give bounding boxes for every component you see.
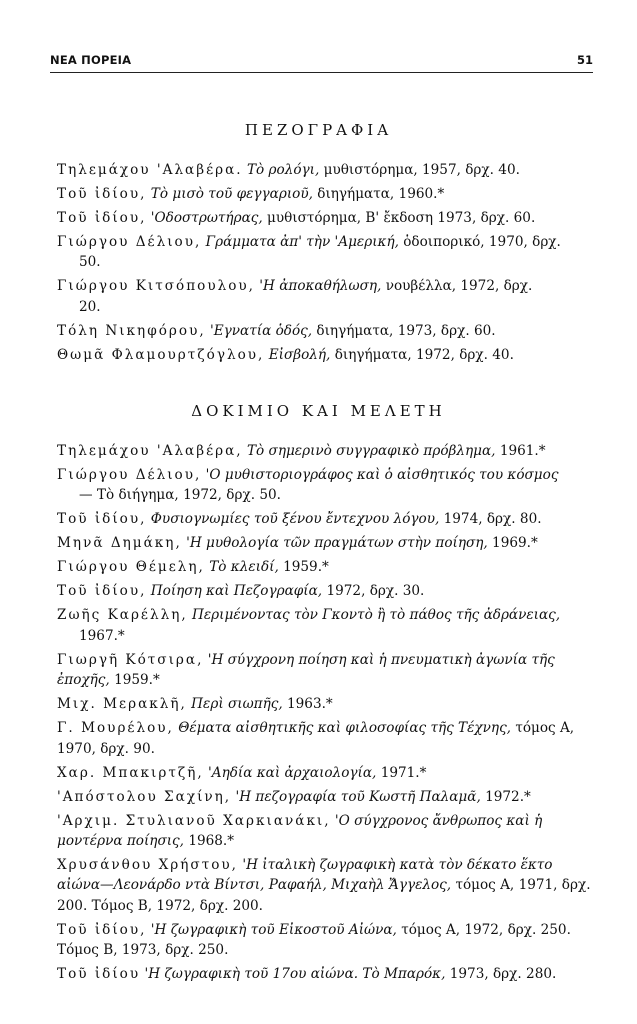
entry-details: 1971.* — [380, 764, 427, 781]
bibliography-entry — [57, 718, 597, 759]
entry-title: Τὸ σημερινὸ συγγραφικὸ πρόβλημα, — [246, 443, 496, 459]
bibliography-entry — [57, 557, 597, 577]
bibliography-entry — [57, 160, 597, 180]
bibliography-entry — [57, 321, 597, 341]
entry-title: Τὸ ρολόγι, — [246, 162, 320, 178]
entry-title: Περιμένοντας τὸν Γκοντὸ ἢ τὸ πάθος τῆς ἀδράνειας, — [192, 607, 561, 624]
entry-author: Θωμᾶ Φλαμουρτζόγλου, — [57, 346, 265, 363]
entry-title: 'Η ἰταλικὴ ζωγραφικὴ κατὰ τὸν δέκατο ἕκτο αἰώνα—Λεονάρδο ντὰ Βίντσι, Ραφαήλ, Μιχαὴλ Ἄγγελος, — [57, 857, 553, 894]
section-title-essay: ΔΟΚΙΜΙΟ ΚΑΙ ΜΕΛΕΤΗ — [191, 402, 446, 420]
bibliography-entry — [57, 441, 597, 461]
entry-details: 1959.* — [114, 672, 160, 689]
entry-title: 'Η μυθολογία τῶν πραγμάτων στὴν ποίηση, — [186, 535, 488, 552]
bibliography-entry — [57, 208, 597, 228]
entry-continuation: 20. — [79, 298, 101, 315]
bibliography-entry — [57, 811, 597, 852]
entry-title: 'Οδοστρωτήρας, — [150, 210, 263, 226]
entry-title: Θέματα αἰσθητικῆς καὶ φιλοσοφίας τῆς Τέχνης, — [178, 720, 511, 737]
entry-details: διηγήματα, 1973, δρχ. 60. — [316, 322, 496, 339]
entry-details: 1961.* — [499, 443, 546, 459]
entry-title: Ποίηση καὶ Πεζογραφία, — [150, 583, 323, 600]
entry-author: Γιώργου Δέλιου, — [57, 234, 202, 250]
entry-details: τόμος Α, 1972, δρχ. 250. Τόμος Β, 1973, δρχ. 250. — [57, 921, 571, 959]
journal-title: ΝΕΑ ΠΟΡΕΙΑ — [50, 53, 132, 67]
prose-entry-list — [57, 160, 597, 369]
bibliography-entry — [57, 465, 597, 506]
entry-details: 1969.* — [492, 535, 538, 552]
entry-author: Γιώργου Δέλιου, — [57, 467, 202, 483]
entry-author: Τηλεμάχου 'Αλαβέρα. — [57, 162, 243, 178]
entry-details: διηγήματα, 1972, δρχ. 40. — [334, 346, 514, 363]
bibliography-entry — [57, 920, 597, 961]
entry-author: Μιχ. Μερακλῆ, — [57, 696, 187, 713]
entry-author: Τοῦ ἰδίου, — [57, 186, 147, 202]
entry-details: ὁδοιπορικό, 1970, δρχ. — [403, 234, 561, 250]
entry-continuation: 50. — [79, 254, 101, 271]
entry-details: 1972, δρχ. 30. — [326, 583, 425, 600]
bibliography-entry — [57, 345, 597, 365]
entry-details: 1973, δρχ. 280. — [449, 966, 557, 983]
bibliography-entry — [57, 533, 597, 553]
entry-details: μυθιστόρημα, Β' ἔκδοση 1973, δρχ. 60. — [267, 210, 536, 226]
entry-title: Τὸ κλειδί, — [209, 559, 279, 576]
entry-title: Φυσιογνωμίες τοῦ ξένου ἔντεχνου λόγου, — [150, 511, 440, 528]
entry-author: 'Αρχιμ. Στυλιανοῦ Χαρκιανάκι, — [57, 812, 331, 829]
entry-author: Ζωῆς Καρέλλη, — [57, 607, 188, 624]
entry-author: Μηνᾶ Δημάκη, — [57, 535, 182, 552]
bibliography-entry — [57, 581, 597, 601]
entry-details: τόμος Α, 1971, δρχ. 200. Τόμος Β, 1972, δρχ. 200. — [57, 877, 591, 914]
essay-entry-list — [57, 441, 597, 988]
entry-author: Γ. Μουρέλου, — [57, 720, 174, 737]
entry-details: διηγήματα, 1960.* — [317, 186, 445, 202]
entry-author: Χρυσάνθου Χρήστου, — [57, 857, 238, 874]
running-header — [50, 50, 593, 73]
entry-author: Χαρ. Μπακιρτζῆ, — [57, 764, 204, 781]
entry-title: Γράμματα ἀπ' τὴν 'Αμερική, — [205, 234, 399, 250]
entry-author: Γιωργῆ Κότσιρα, — [57, 651, 204, 668]
entry-details: 1968.* — [188, 833, 235, 850]
entry-title: 'Η σύγχρονη ποίηση καὶ ἡ πνευματικὴ ἀγωνία τῆς ἐποχῆς, — [57, 651, 555, 689]
entry-title: Τὸ μισὸ τοῦ φεγγαριοῦ, — [150, 186, 313, 202]
entry-author: Τοῦ ἰδίου, — [57, 921, 147, 938]
entry-title: Εἰσβολή, — [268, 346, 331, 363]
entry-title: 'Ο σύγχρονος ἄνθρωπος καὶ ἡ μοντέρνα ποίησις, — [57, 812, 543, 850]
bibliography-entry — [57, 694, 597, 714]
entry-title: Περὶ σιωπῆς, — [191, 696, 283, 713]
entry-details: νουβέλλα, 1972, δρχ. — [385, 278, 533, 295]
entry-author: Τηλεμάχου 'Αλαβέρα, — [57, 443, 243, 459]
bibliography-entry — [57, 184, 597, 204]
entry-details: 1972.* — [485, 788, 531, 805]
entry-author: Γιώργου Κιτσόπουλου, — [57, 278, 255, 295]
bibliography-entry — [57, 509, 597, 529]
bibliography-entry — [57, 650, 597, 691]
entry-details: 1974, δρχ. 80. — [443, 511, 542, 528]
entry-continuation: 1967.* — [79, 627, 125, 644]
entry-title: 'Η ζωγραφικὴ τοῦ Εἰκοστοῦ Αἰώνα, — [150, 921, 397, 938]
entry-title: 'Αηδία καὶ ἀρχαιολογία, — [208, 764, 377, 781]
entry-title: 'Ο μυθιστοριογράφος καὶ ὁ αἰσθητικός του κόσμος — [205, 467, 559, 483]
entry-title: 'Η πεζογραφία τοῦ Κωστῆ Παλαμᾶ, — [235, 788, 481, 805]
bibliography-entry — [57, 787, 597, 807]
bibliography-entry — [57, 964, 597, 984]
entry-author: Τοῦ ἰδίου, — [57, 210, 147, 226]
entry-details: 1959.* — [283, 559, 329, 576]
page-number: 51 — [576, 53, 593, 67]
bibliography-entry — [57, 276, 597, 317]
entry-title: 'Εγνατία ὁδός, — [210, 322, 313, 339]
entry-author: 'Απόστολου Σαχίνη, — [57, 788, 232, 805]
entry-author: Τοῦ ἰδίου — [57, 966, 141, 983]
section-title-prose: ΠΕΖΟΓΡΑΦΙΑ — [244, 121, 393, 139]
bibliography-entry — [57, 763, 597, 783]
entry-details: τόμος Α, 1970, δρχ. 90. — [57, 720, 575, 757]
entry-details: μυθιστόρημα, 1957, δρχ. 40. — [323, 162, 520, 178]
entry-title: 'Η ζωγραφικὴ τοῦ 17ου αἰώνα. Τὸ Μπαρόκ, — [144, 966, 446, 983]
bibliography-entry — [57, 605, 597, 646]
entry-author: Γιώργου Θέμελη, — [57, 559, 205, 576]
entry-author: Τοῦ ἰδίου, — [57, 583, 147, 600]
entry-author: Τόλη Νικηφόρου, — [57, 322, 206, 339]
entry-continuation: — Τὸ διήγημα, 1972, δρχ. 50. — [79, 487, 281, 504]
entry-author: Τοῦ ἰδίου, — [57, 511, 147, 528]
entry-details: 1963.* — [287, 696, 333, 713]
entry-title: 'Η ἀποκαθήλωση, — [259, 278, 382, 295]
bibliography-entry — [57, 855, 597, 916]
bibliography-entry — [57, 232, 597, 273]
